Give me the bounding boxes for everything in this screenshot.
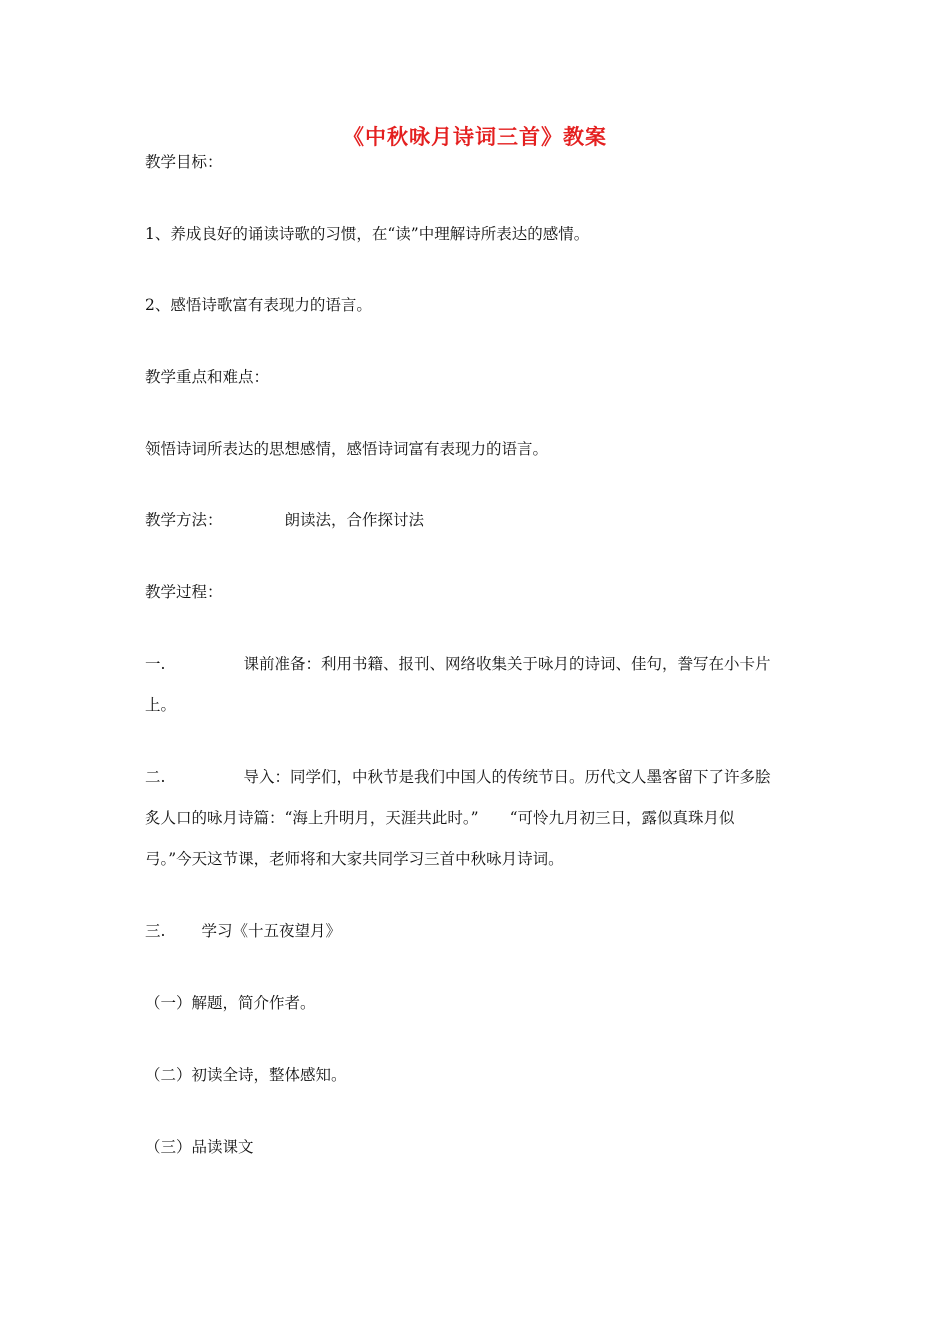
- process-heading: 教学过程：: [145, 583, 223, 601]
- step2-line2: 炙人口的咏月诗篇：“海上升明月，天涯共此时。” “可怜九月初三日，露似真珠月似: [145, 809, 735, 827]
- step1-text-1: 课前准备：利用书籍、报刊、网络收集关于咏月的诗词、佳句，誊写在小卡片: [243, 655, 771, 673]
- step3-marker: 三.: [145, 922, 166, 940]
- step3-line: [145, 919, 815, 943]
- document-title: 《中秋咏月诗词三首》教案: [343, 125, 607, 149]
- method-line: [145, 508, 815, 532]
- step1-marker: 一.: [145, 655, 166, 673]
- step2-text-1: 导入：同学们，中秋节是我们中国人的传统节日。历代文人墨客留下了许多脍: [243, 768, 771, 786]
- step2-marker: 二.: [145, 768, 166, 786]
- objective-2: 2、感悟诗歌富有表现力的语言。: [145, 296, 372, 314]
- method-text: 朗读法，合作探讨法: [284, 511, 425, 529]
- sub-item-1: （一）解题，简介作者。: [145, 994, 316, 1012]
- objectives-heading: 教学目标：: [145, 153, 223, 171]
- focus-heading: 教学重点和难点：: [145, 368, 270, 386]
- step1-line1: [145, 652, 815, 676]
- sub-item-3: （三）品读课文: [145, 1138, 254, 1156]
- sub-item-2: （二）初读全诗，整体感知。: [145, 1066, 347, 1084]
- objective-1: 1、养成良好的诵读诗歌的习惯，在“读”中理解诗所表达的感情。: [145, 225, 590, 243]
- step2-line3: 弓。”今天这节课，老师将和大家共同学习三首中秋咏月诗词。: [145, 850, 564, 868]
- method-label: 教学方法：: [145, 511, 223, 529]
- step1-line2: 上。: [145, 696, 177, 714]
- step2-line1: [145, 765, 815, 789]
- step3-text: 学习《十五夜望月》: [201, 922, 341, 940]
- focus-text: 领悟诗词所表达的思想感情，感悟诗词富有表现力的语言。: [145, 440, 549, 458]
